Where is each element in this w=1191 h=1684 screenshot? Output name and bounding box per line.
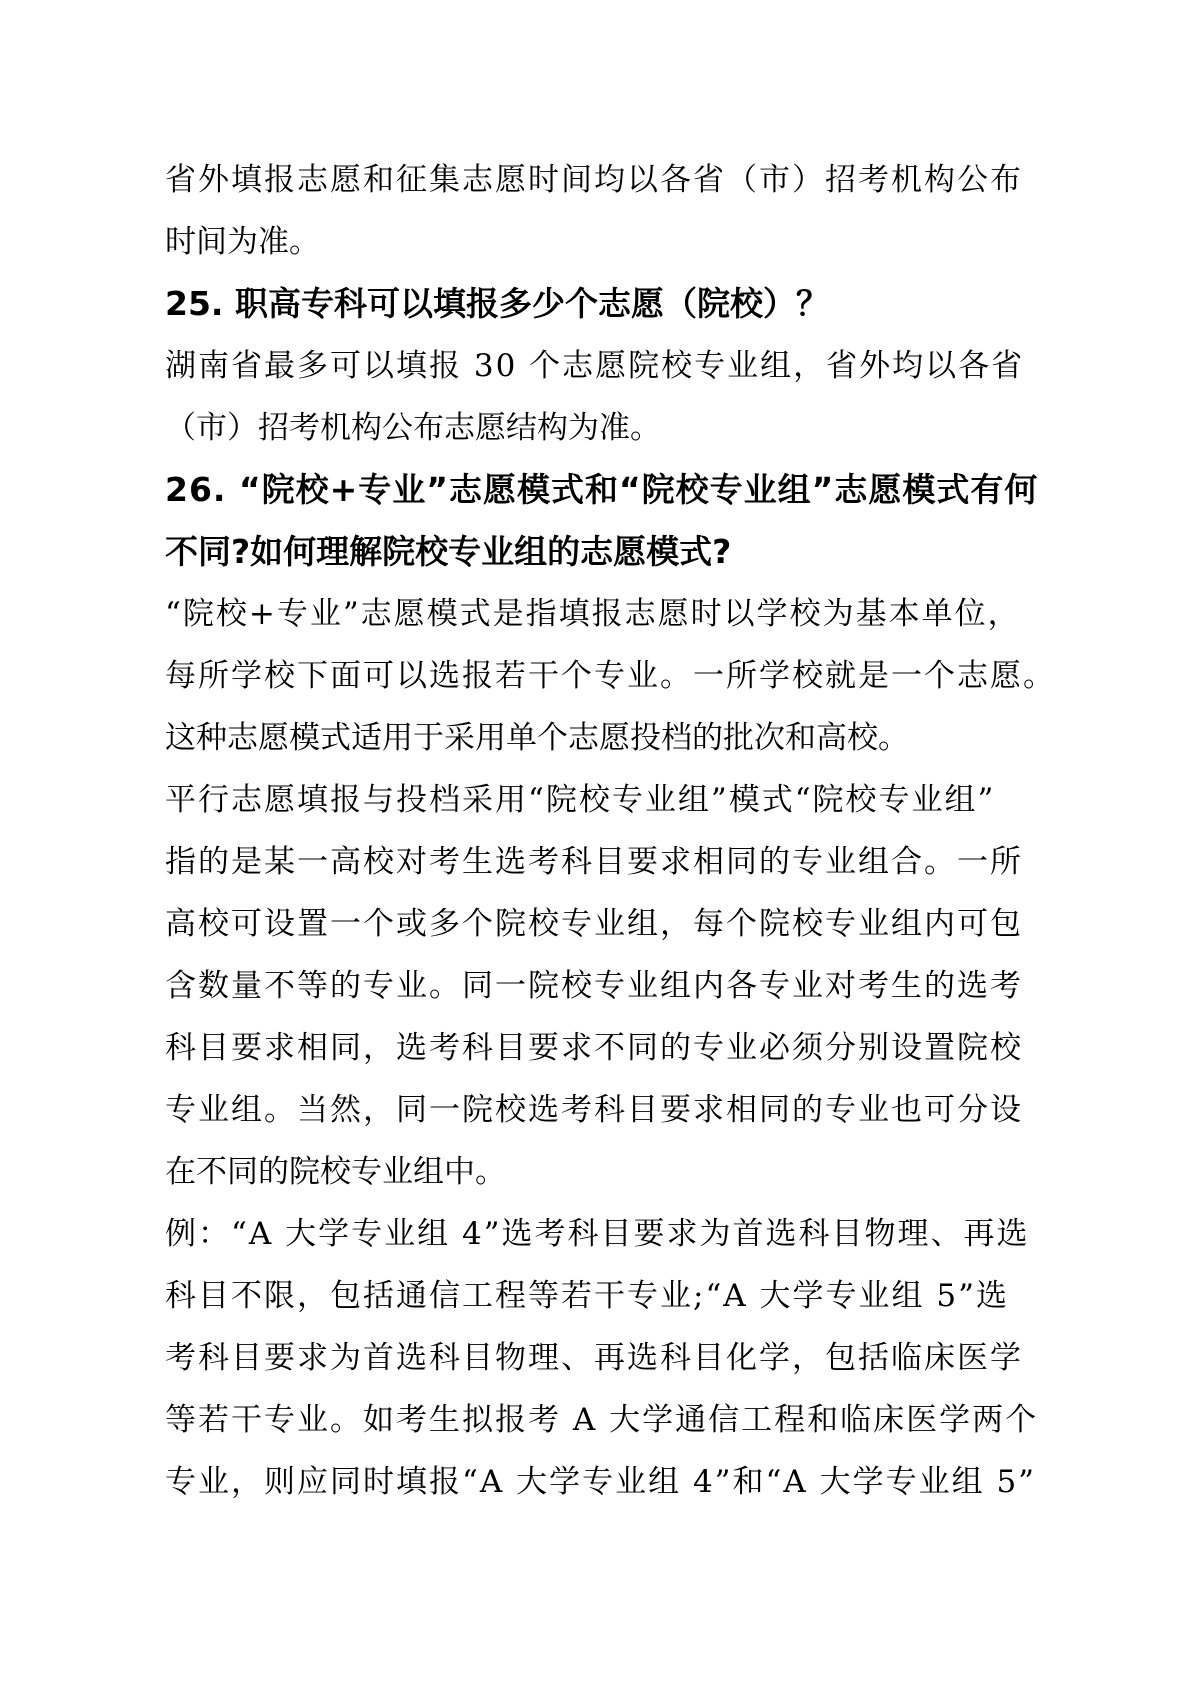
body-text-line: 科目要求相同，选考科目要求不同的专业必须分别设置院校	[165, 1030, 1023, 1066]
question-26-heading: 26. “院校+专业”志愿模式和“院校专业组”志愿模式有何	[165, 470, 1039, 509]
body-text-line: 湖南省最多可以填报 30 个志愿院校专业组，省外均以各省	[165, 348, 1025, 384]
body-text-line: 每所学校下面可以选报若干个专业。一所学校就是一个志愿。	[165, 658, 1056, 694]
body-text-line: 指的是某一高校对考生选考科目要求相同的专业组合。一所	[165, 844, 1023, 880]
body-text-line: 含数量不等的专业。同一院校专业组内各专业对考生的选考	[165, 968, 1023, 1004]
question-26-heading: 不同?如何理解院校专业组的志愿模式?	[165, 532, 732, 571]
example-text-line: 科目不限，包括通信工程等若干专业;“A 大学专业组 5”选	[165, 1278, 1009, 1314]
question-25-heading: 25. 职高专科可以填报多少个志愿（院校）？	[165, 284, 829, 323]
example-text-line: 例：“A 大学专业组 4”选考科目要求为首选科目物理、再选	[165, 1216, 1030, 1252]
body-text-line: 省外填报志愿和征集志愿时间均以各省（市）招考机构公布	[165, 162, 1023, 198]
example-text-line: 专业，则应同时填报“A 大学专业组 4”和“A 大学专业组 5”	[165, 1464, 1037, 1500]
body-text-line: 这种志愿模式适用于采用单个志愿投档的批次和高校。	[165, 720, 909, 756]
body-text-line: 专业组。当然，同一院校选考科目要求相同的专业也可分设	[165, 1092, 1023, 1128]
body-text-line: （市）招考机构公布志愿结构为准。	[165, 410, 661, 446]
example-text-line: 等若干专业。如考生拟报考 A 大学通信工程和临床医学两个	[165, 1402, 1039, 1438]
body-text-line: “院校+专业”志愿模式是指填报志愿时以学校为基本单位，	[165, 596, 1021, 632]
body-text-line: 平行志愿填报与投档采用“院校专业组”模式“院校专业组”	[165, 782, 996, 818]
example-text-line: 考科目要求为首选科目物理、再选科目化学，包括临床医学	[165, 1340, 1023, 1376]
body-text-line: 高校可设置一个或多个院校专业组，每个院校专业组内可包	[165, 906, 1023, 942]
body-text-line: 在不同的院校专业组中。	[165, 1154, 506, 1190]
body-text-line: 时间为准。	[165, 224, 320, 260]
